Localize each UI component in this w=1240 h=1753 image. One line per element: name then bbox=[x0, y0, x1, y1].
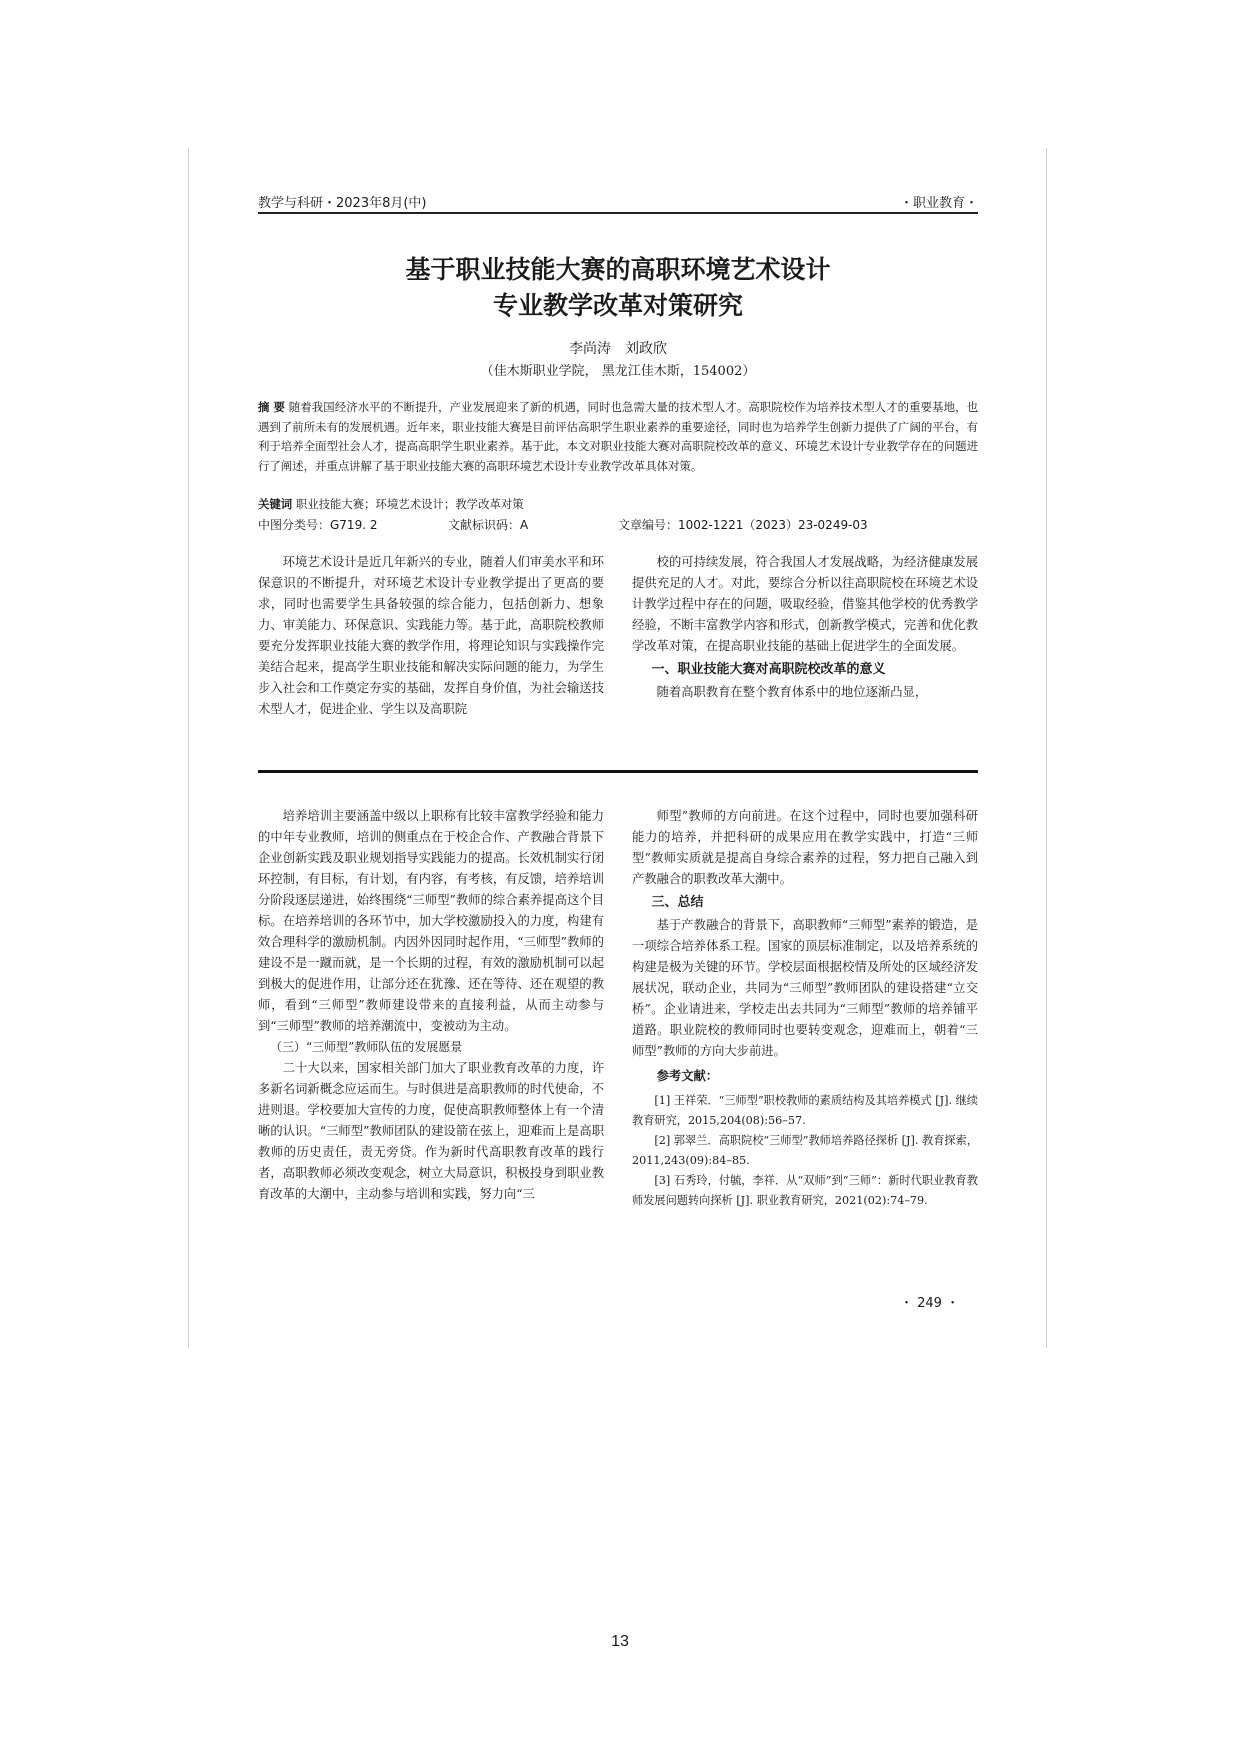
clc-number: 中图分类号：G719. 2 bbox=[258, 518, 378, 532]
page-splice-divider bbox=[258, 770, 978, 773]
article-meta bbox=[258, 516, 978, 534]
document-code: 文献标识码：A bbox=[448, 518, 529, 532]
scan-border-left bbox=[188, 148, 189, 1348]
affiliation: （佳木斯职业学院， 黑龙江佳木斯，154002） bbox=[480, 364, 756, 379]
abstract bbox=[258, 398, 978, 476]
scan-border-right bbox=[1046, 148, 1047, 1348]
reference-item: [1] 王祥荣．“三师型”职校教师的素质结构及其培养模式 [J]. 继续教育研究，2015,204(08):56–57. bbox=[632, 1094, 978, 1127]
section-heading-conclusion: 三、总结 bbox=[651, 895, 704, 910]
reference-item: [2] 郭翠兰．高职院校“三师型”教师培养路径探析 [J]. 教育探索，2011,243(09):84–85. bbox=[632, 1134, 978, 1167]
references-title: 参考文献： bbox=[656, 1069, 719, 1083]
upper-left-column bbox=[258, 552, 604, 720]
conclusion-paragraph: 基于产教融合的背景下，高职教师“三师型”素养的锻造，是一项综合培养体系工程。国家的顶层标准制定，以及培养系统的构建是极为关键的环节。学校层面根据校情及所处的区域经济发展状况，联动企业，共同为“三师型”教师团队的建设搭建“立交桥”。企业请进来，学校走出去共同为“三师型”教师的培养铺平道路。职业院校的教师同时也要转变观念，迎难而上，朝着“三师型”教师的方向大步前进。 bbox=[632, 918, 978, 1058]
lower-right-column bbox=[632, 806, 978, 1211]
article-number: 文章编号：1002-1221（2023）23-0249-03 bbox=[618, 518, 868, 532]
section-heading-1: 一、职业技能大赛对高职院校改革的意义 bbox=[651, 662, 886, 677]
training-paragraph: 培养培训主要涵盖中级以上职称有比较丰富教学经验和能力的中年专业教师，培训的侧重点在于校企合作、产教融合背景下企业创新实践及职业规划指导实践能力的提高。长效机制实行闭环控制，有目标，有计划，有内容，有考核，有反馈，培养培训分阶段逐层递进，始终围绕“三师型”教师的综合素养提高这个目标。在培养培训的各环节中，加大学校激励投入的力度，构建有效合理科学的激励机制。内因外因同时起作用，“三师型”教师的建设不是一蹴而就，是一个长期的过程，有效的激励机制可以起到极大的促进作用，让部分还在犹豫、还在等待、还在观望的教师，看到“三师型”教师建设带来的直接利益，从而主动参与到“三师型”教师的培养潮流中，变被动为主动。 bbox=[258, 809, 604, 1033]
reference-item: [3] 石秀玲，付毓，李祥．从“双师”到“三师”：新时代职业教育教师发展问题转向探析 [J]. 职业教育研究，2021(02):74–79. bbox=[632, 1174, 978, 1207]
keywords bbox=[258, 496, 978, 512]
title-line-1: 基于职业技能大赛的高职环境艺术设计 bbox=[405, 255, 831, 284]
upper-right-column bbox=[632, 552, 978, 703]
running-head-section: ・职业教育・ bbox=[899, 196, 978, 211]
keywords-label: 关键词 bbox=[258, 497, 293, 511]
keywords-text: 职业技能大赛；环境艺术设计；教学改革对策 bbox=[295, 497, 524, 511]
authors: 李尚涛 刘政欣 bbox=[569, 341, 667, 357]
journal-page-number: ・ 249 ・ bbox=[900, 1296, 960, 1311]
vision-paragraph-continued: 师型”教师的方向前进。在这个过程中，同时也要加强科研能力的培养，并把科研的成果应用在教学实践中，打造“三师型”教师实质就是提高自身综合素养的过程，努力把自己融入到产教融合的职教改革大潮中。 bbox=[632, 809, 978, 886]
document-page-number: 13 bbox=[611, 1633, 629, 1650]
title-line-2: 专业教学改革对策研究 bbox=[492, 291, 743, 320]
intro-paragraph-continued: 校的可持续发展，符合我国人才发展战略，为经济健康发展提供充足的人才。对此，要综合分析以往高职院校在环境艺术设计教学过程中存在的问题，吸取经验，借鉴其他学校的优秀教学经验，不断丰富教学内容和形式，创新教学模式，完善和优化教学改革对策，在提高职业技能的基础上促进学生的全面发展。 bbox=[632, 555, 978, 653]
subsection-heading-3: （三）“三师型”教师队伍的发展愿景 bbox=[270, 1040, 463, 1054]
running-head bbox=[258, 192, 978, 214]
section-1-paragraph: 随着高职教育在整个教育体系中的地位逐渐凸显， bbox=[656, 685, 928, 699]
running-head-journal: 教学与科研・2023年8月(中) bbox=[258, 196, 427, 211]
header-rule bbox=[258, 212, 978, 214]
abstract-label: 摘 要 bbox=[258, 400, 286, 414]
vision-paragraph: 二十大以来，国家相关部门加大了职业教育改革的力度，许多新名词新概念应运而生。与时俱进是高职教师的时代使命，不进则退。学校要加大宣传的力度，促使高职教师整体上有一个清晰的认识。“三师型”教师团队的建设箭在弦上，迎难而上是高职教师的历史责任，责无旁贷。作为新时代高职教育改革的践行者，高职教师必须改变观念，树立大局意识，积极投身到职业教育改革的大潮中，主动参与培训和实践，努力向“三 bbox=[258, 1061, 604, 1201]
abstract-text: 随着我国经济水平的不断提升，产业发展迎来了新的机遇，同时也急需大量的技术型人才。高职院校作为培养技术型人才的重要基地，也遇到了前所未有的发展机遇。近年来，职业技能大赛是目前评估高职学生职业素养的重要途径，同时也为培养学生创新力提供了广阔的平台，有利于培养全面型社会人才，提高高职学生职业素养。基于此，本文对职业技能大赛对高职院校改革的意义、环境艺术设计专业教学存在的问题进行了阐述，并重点讲解了基于职业技能大赛的高职环境艺术设计专业教学改革具体对策。 bbox=[258, 400, 978, 473]
lower-left-column bbox=[258, 806, 604, 1205]
intro-paragraph: 环境艺术设计是近几年新兴的专业，随着人们审美水平和环保意识的不断提升，对环境艺术设计专业教学提出了更高的要求，同时也需要学生具备较强的综合能力，包括创新力、想象力、审美能力、环保意识、实践能力等。基于此，高职院校教师要充分发挥职业技能大赛的教学作用，将理论知识与实践操作完美结合起来，提高学生职业技能和解决实际问题的能力，为学生步入社会和工作奠定夯实的基础，发挥自身价值，为社会输送技术型人才，促进企业、学生以及高职院 bbox=[258, 555, 604, 716]
article-title bbox=[258, 252, 978, 324]
